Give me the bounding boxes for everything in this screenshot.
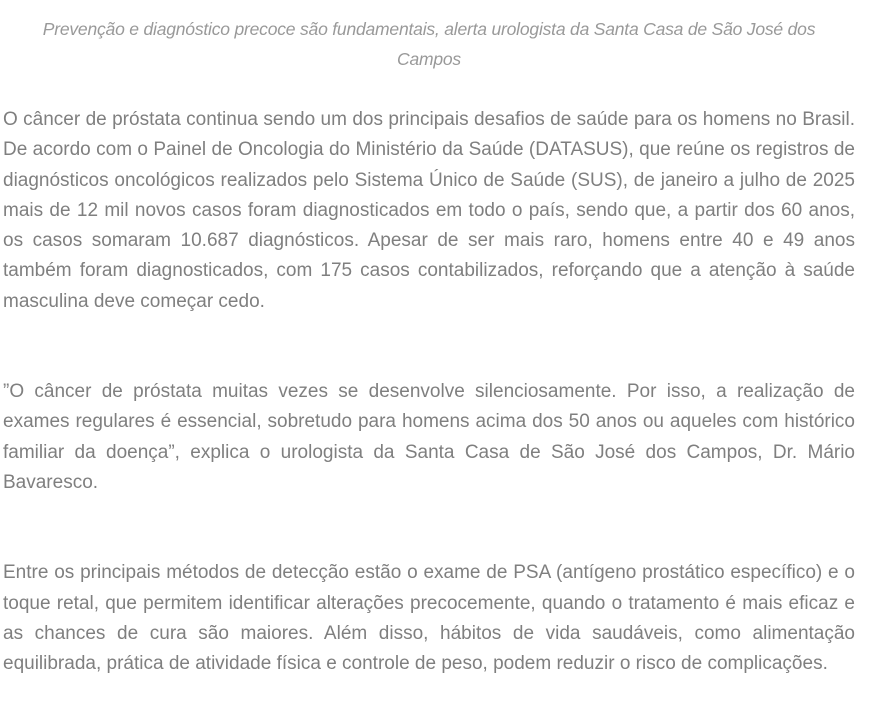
- subtitle-line-2: Campos: [397, 49, 461, 69]
- paragraph-quote: ”O câncer de próstata muitas vezes se desenvolve silenciosamente. Por isso, a realização de exames regulares é essencial, sobretudo para homens acima dos 50 anos ou aqueles com histórico familiar da doença”, explica o urologista da Santa Casa de São José dos Campos, Dr. Mário Bavaresco.: [3, 381, 855, 493]
- paragraph-detection-methods: Entre os principais métodos de detecção estão o exame de PSA (antígeno prostático específico) e o toque retal, que permitem identificar alterações precocemente, quando o tratamento é mais eficaz e as chances de cura são maiores. Além disso, hábitos de vida saudáveis, como alimentação equilibrada, prática de atividade física e controle de peso, podem reduzir o risco de complicações.: [3, 562, 855, 675]
- paragraph-statistics: O câncer de próstata continua sendo um dos principais desafios de saúde para os homens no Brasil. De acordo com o Painel de Oncologia do Ministério da Saúde (DATASUS), que reúne os registros de diagnósticos oncológicos realizados pelo Sistema Único de Saúde (SUS), de janeiro a julho de 2025 mais de 12 mil novos casos foram diagnosticados em todo o país, sendo que, a partir dos 60 anos, os casos somaram 10.687 diagnósticos. Apesar de ser mais raro, homens entre 40 e 49 anos também foram diagnosticados, com 175 casos contabilizados, reforçando que a atenção à saúde masculina deve começar cedo.: [3, 109, 855, 312]
- subtitle-line-1: Prevenção e diagnóstico precoce são fundamentais, alerta urologista da Santa Casa de São José dos: [42, 19, 816, 39]
- article-subtitle: [3, 14, 855, 74]
